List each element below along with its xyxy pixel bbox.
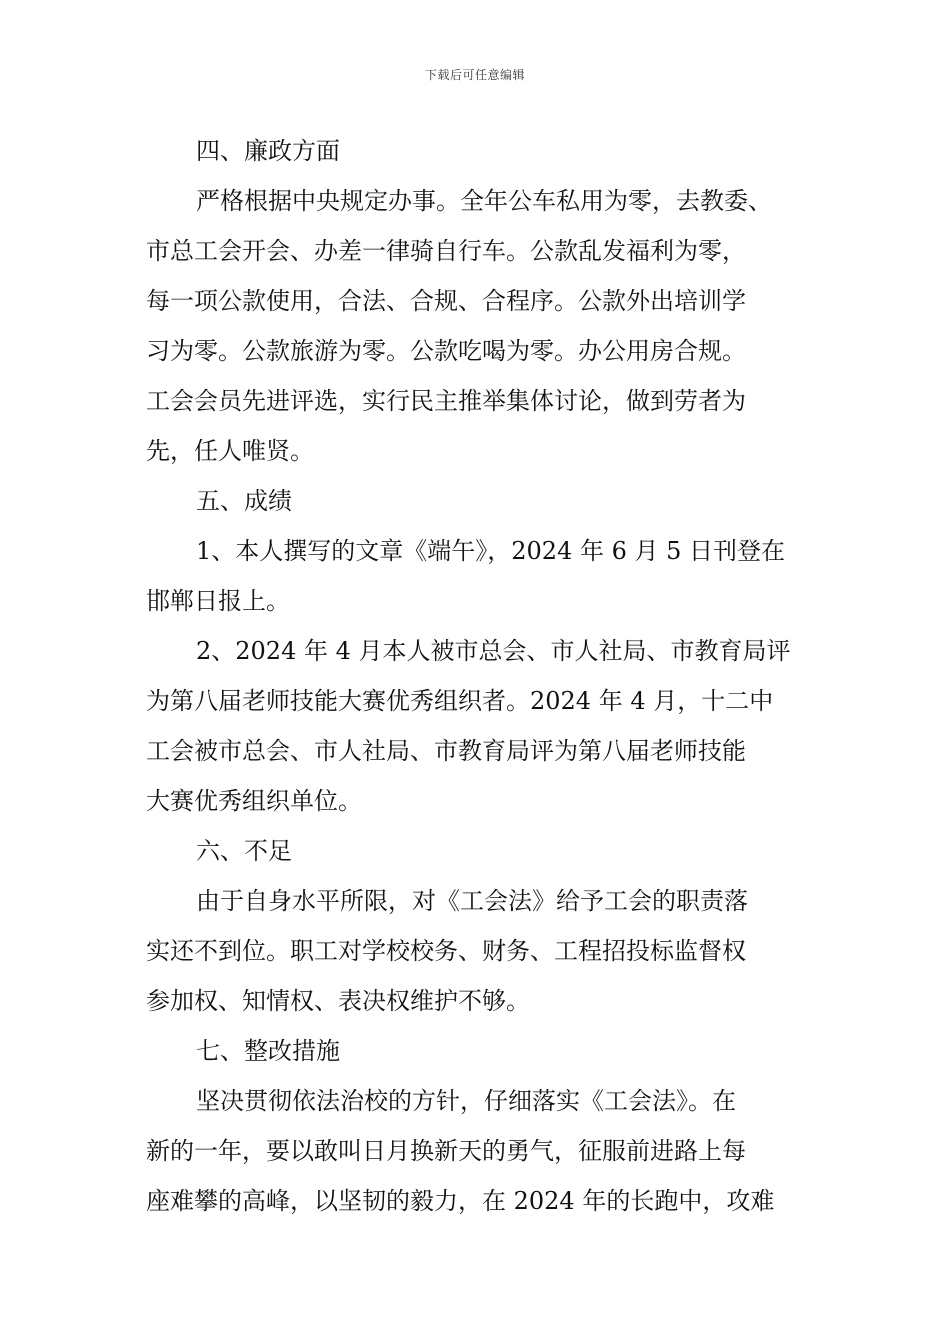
- text-line: 由于自身水平所限，对《工会法》给予工会的职责落: [196, 887, 748, 915]
- text-line: 参加权、知情权、表决权维护不够。: [146, 987, 530, 1015]
- text-line: 实还不到位。职工对学校校务、财务、工程招投标监督权: [146, 937, 746, 965]
- text-line: 邯郸日报上。: [146, 587, 290, 615]
- text-line: 为第八届老师技能大赛优秀组织者。2024 年 4 月，十二中: [146, 687, 774, 715]
- text-line: 2、2024 年 4 月本人被市总会、市人社局、市教育局评: [196, 637, 791, 665]
- page-header: 下载后可任意编辑: [424, 68, 525, 82]
- text-line: 工会被市总会、市人社局、市教育局评为第八届老师技能: [146, 737, 746, 765]
- text-line: 七、整改措施: [196, 1037, 340, 1065]
- text-line: 新的一年，要以敢叫日月换新天的勇气，征服前进路上每: [146, 1137, 746, 1165]
- text-line: 五、成绩: [196, 487, 292, 515]
- text-line: 四、廉政方面: [196, 137, 340, 165]
- document-body: [146, 126, 810, 1226]
- text-line: 市总工会开会、办差一律骑自行车。公款乱发福利为零，: [146, 237, 746, 265]
- text-line: 每一项公款使用，合法、合规、合程序。公款外出培训学: [146, 287, 746, 315]
- text-line: 1、本人撰写的文章《端午》，2024 年 6 月 5 日刊登在: [196, 537, 786, 565]
- text-line: 六、不足: [196, 837, 292, 865]
- text-line: 工会会员先进评选，实行民主推举集体讨论，做到劳者为: [146, 387, 746, 415]
- text-line: 先，任人唯贤。: [146, 437, 314, 465]
- text-line: 严格根据中央规定办事。全年公车私用为零，去教委、: [196, 187, 772, 215]
- text-line: 座难攀的高峰，以坚韧的毅力，在 2024 年的长跑中，攻难: [146, 1187, 775, 1215]
- text-line: 坚决贯彻依法治校的方针，仔细落实《工会法》。在: [196, 1087, 736, 1115]
- text-line: 大赛优秀组织单位。: [146, 787, 362, 815]
- text-line: 习为零。公款旅游为零。公款吃喝为零。办公用房合规。: [146, 337, 746, 365]
